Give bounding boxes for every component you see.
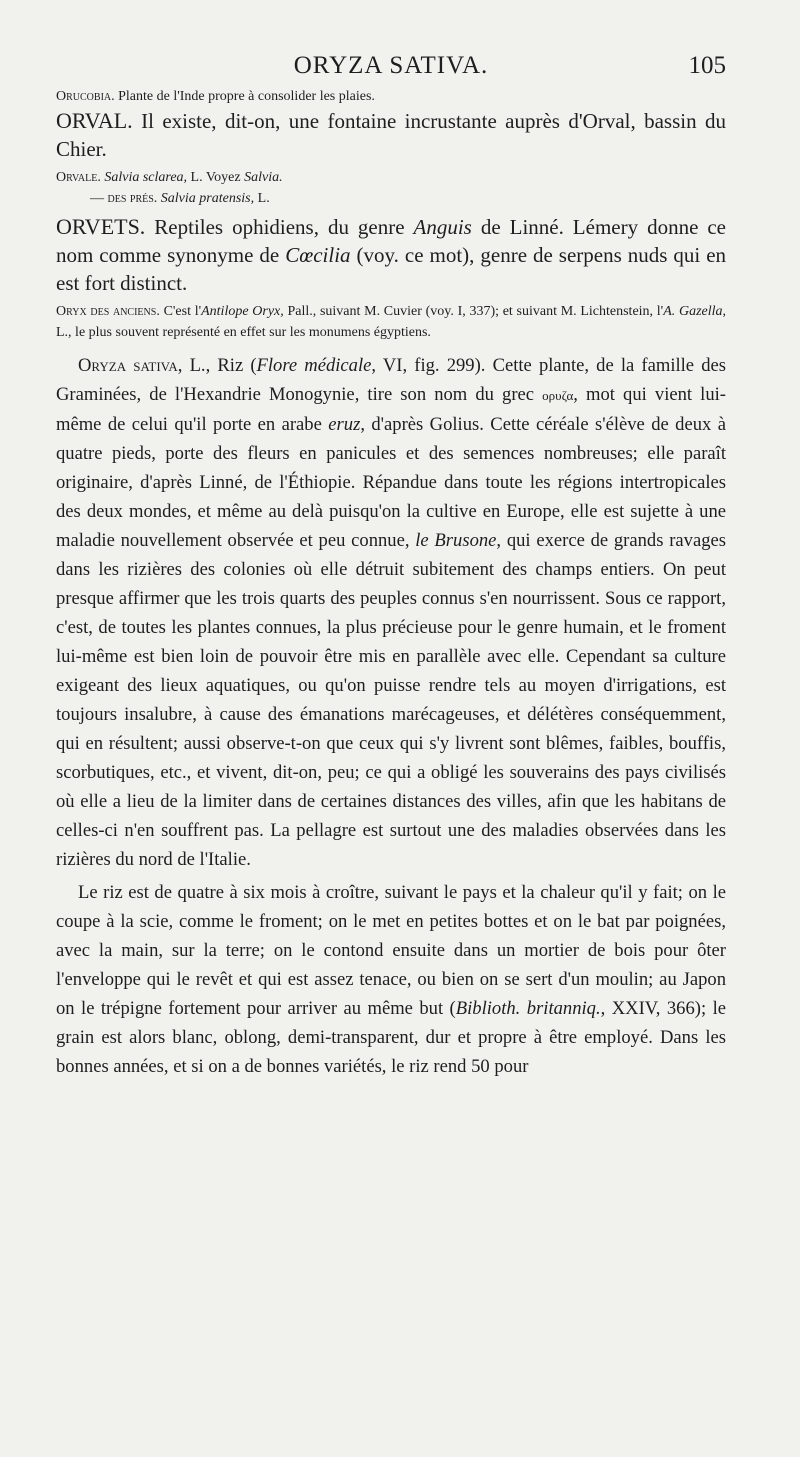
headword: Orvale. xyxy=(56,170,101,185)
entry-text: L. xyxy=(257,191,270,206)
headword: ORVETS. xyxy=(56,214,146,239)
headword: ORVAL. xyxy=(56,108,133,133)
entry-text: Le riz est de quatre à six mois à croître, suivant le pays et la chaleur qu'il y fait; on le coupe à la scie, comme le froment; on le met en petites bottes et on le bat par poignées, avec la main, sur la terre; on le contond ensuite dans un mortier de bois pour ôter l'enveloppe qui le revêt et qui est assez tenace, ou bien on se sert d'un moulin; au Japon on le trépigne fortement pour arriver au même but ( xyxy=(56,882,726,1019)
entry-text: , qui exerce de grands ravages dans les rizières des colonies où elle détruit subitement des champs entiers. On peut presque affirmer que les trois quarts des peuples connus s'en nourrissent. Sous ce rapport, c'est, de toutes les plantes connues, la plus précieuse pour le genre humain, et le froment lui-même est bien loin de pouvoir être mis en parallèle avec elle. Cependant sa culture exigeant des lieux aquatiques, ou qu'on puisse rendre tels au moyen d'irrigations, est toujours insalubre, à cause des émanations marécageuses, et délétères conséquemment, qui en résultent; aussi observe-t-on que ceux qui s'y livrent sont blêmes, faibles, bouffis, scorbutiques, etc., et vivent, dit-on, peu; ce qui a obligé les souverains des pays civilisés où elle a lieu de la limiter dans de certaines distances des villes, afin que les habitans de celles-ci n'en souffrent pas. La pellagre est surtout une des maladies observées dans les rizières du nord de l'Italie. xyxy=(56,530,726,870)
entry-text: C'est l' xyxy=(163,304,202,319)
entry-text: L. Voyez xyxy=(190,170,241,185)
disease-name: le Brusone xyxy=(415,530,497,551)
entry-text: Pall., suivant M. Cuvier (voy. I, 337); et suivant M. Lichtenstein, l' xyxy=(287,304,664,319)
entry-orvets xyxy=(56,213,726,297)
entry-text: Il existe, dit-on, une fontaine incrustante auprès d'Orval, bassin du Chier. xyxy=(56,109,727,161)
entry-text: de Linné. Lémery donne ce nom comme synonyme de xyxy=(56,215,726,267)
entry-oryx xyxy=(56,301,726,343)
entry-text: (voy. ce mot), genre de serpens nuds qui en est fort distinct. xyxy=(56,243,727,295)
dash: — xyxy=(90,191,104,206)
genus-name: Cœcilia xyxy=(285,243,351,267)
species-name: Antilope Oryx, xyxy=(201,304,284,319)
entry-orval xyxy=(56,107,726,163)
entry-oryza-sativa xyxy=(56,351,726,874)
entry-text: L., Riz ( xyxy=(189,355,257,376)
entry-text: Reptiles ophidiens, du genre xyxy=(154,215,405,239)
species-name: A. Gazella xyxy=(663,304,723,319)
latin-name: Salvia pratensis, xyxy=(160,191,255,206)
latin-name: Salvia sclarea, xyxy=(104,170,188,185)
entry-orucobia xyxy=(56,86,726,107)
entry-text: , L., le plus souvent représenté en effet sur les monumens égyptiens. xyxy=(56,304,727,340)
entry-text: Plante de l'Inde propre à consolider les plaies. xyxy=(118,89,375,104)
arabic-word: eruz xyxy=(328,414,361,435)
genus-name: Anguis xyxy=(413,215,472,239)
entry-orvale xyxy=(56,167,726,188)
running-header xyxy=(56,52,726,86)
greek-word: ορυζα xyxy=(542,388,574,403)
entry-text: , XXIV, 366); le grain est alors blanc, oblong, demi-transparent, dur et propre à être employé. Dans les bonnes années, et si on a de bonnes variétés, le riz rend 50 pour xyxy=(56,998,726,1077)
headword: Oryx des anciens. xyxy=(56,304,160,319)
entry-text: , VI, fig. 299). Cette plante, de la famille des Graminées, de l'Hexandrie Monogynie, tire son nom du grec xyxy=(56,355,726,405)
headword: Orucobia. xyxy=(56,89,115,104)
entry-text: , mot qui vient lui-même de celui qu'il porte en arabe xyxy=(56,384,726,435)
headword: des prés. xyxy=(107,191,158,206)
page xyxy=(56,52,726,1081)
entry-orvale-pres xyxy=(56,188,726,209)
entry-text: , d'après Golius. Cette céréale s'élève de deux à quatre pieds, porte des fleurs en panicules et des semences nombreuses; elle paraît originaire, d'après Linné, de l'Éthiopie. Répandue dans toute les régions intertropicales des deux mondes, et même au delà puisqu'on la cultive en Europe, elle est sujette à une maladie nouvellement observée et peu connue, xyxy=(56,414,726,551)
reference-title: Biblioth. britanniq. xyxy=(455,998,601,1019)
reference-title: Flore médicale xyxy=(256,355,372,376)
page-number: 105 xyxy=(688,52,726,79)
paragraph-riz xyxy=(56,878,726,1081)
cross-reference: Salvia. xyxy=(244,170,283,185)
headword: Oryza sativa, xyxy=(78,355,183,376)
running-title: ORYZA SATIVA. xyxy=(293,52,489,79)
